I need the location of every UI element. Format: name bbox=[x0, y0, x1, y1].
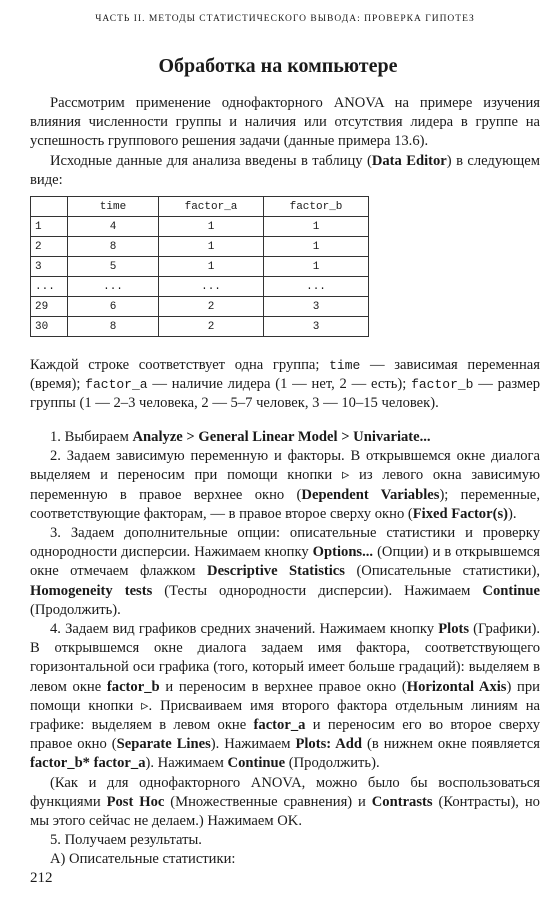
table-cell: 3 bbox=[264, 317, 369, 337]
table-cell: 8 bbox=[68, 237, 159, 257]
table-cell: 30 bbox=[31, 317, 68, 337]
page-number: 212 bbox=[30, 870, 53, 886]
table-cell: 3 bbox=[31, 257, 68, 277]
table-cell: ... bbox=[159, 277, 264, 297]
table-row bbox=[31, 317, 369, 337]
data-editor-term: Data Editor bbox=[371, 152, 447, 169]
intro-text bbox=[30, 94, 540, 190]
data-table bbox=[30, 196, 369, 337]
table-cell: 1 bbox=[264, 257, 369, 277]
table-cell: 4 bbox=[68, 217, 159, 237]
table-cell: 3 bbox=[264, 297, 369, 317]
step-2: 2. Задаем зависимую переменную и факторы. В открывшемся окне диалога выделяем и переносим при помощи кнопки ▹ из левого окна зависимую переменную в правое верхнее окно (Dependent Variables); переменные, соответствующие факторам, — в правое второе сверху окно (Fixed Factor(s)). bbox=[30, 448, 540, 522]
step-4: 4. Задаем вид графиков средних значений. Нажимаем кнопку Plots (Графики). В открывшемся окне диалога задаем имя фактора, соответствующего горизонтальной оси графика (того, который имеет больше градаций): выделяем в левом окне factor_b и переносим в верхнее правое окно (Horizontal Axis) при помощи кнопки ▹. Присваиваем имя второго фактора отдельным линиям на графике: выделяем в левом окне factor_a и переносим его во второе сверху правое окно (Separate Lines). Нажимаем Plots: Add (в нижнем окне появляется factor_b* factor_a). Нажимаем Continue (Продолжить). bbox=[30, 621, 541, 772]
step-5a: А) Описательные статистики: bbox=[50, 851, 236, 868]
note-paragraph: (Как и для однофакторного ANOVA, можно было бы воспользоваться функциями Post Hoc (Множественные сравнения) и Contrasts (Контрасты), но мы этого сейчас не делаем.) Нажимаем OK. bbox=[30, 774, 540, 830]
table-cell: 1 bbox=[31, 217, 68, 237]
step-3: 3. Задаем дополнительные опции: описательные статистики и проверку однородности дисперсии. Нажимаем кнопку Options... (Опции) и в открывшемся окне отмечаем флажком Descriptive Statistics (Описательные статистики), Homogeneity tests (Тесты однородности дисперсии). Нажимаем Continue (Продолжить). bbox=[30, 525, 540, 618]
menu-path: Analyze > General Linear Model > Univariate... bbox=[132, 429, 431, 445]
table-cell: 2 bbox=[31, 237, 68, 257]
table-row bbox=[31, 257, 369, 277]
table-row bbox=[31, 297, 369, 317]
table-cell: 8 bbox=[68, 317, 159, 337]
step-5: 5. Получаем результаты. bbox=[50, 832, 202, 849]
table-row bbox=[31, 277, 369, 297]
table-cell: 5 bbox=[68, 257, 159, 277]
table-cell: 2 bbox=[159, 297, 264, 317]
table-cell: 2 bbox=[159, 317, 264, 337]
table-header-row bbox=[31, 197, 369, 217]
variable-time: time bbox=[329, 358, 361, 373]
section-title: Обработка на компьютере bbox=[158, 55, 398, 77]
procedure-steps bbox=[30, 428, 540, 870]
table-header-cell bbox=[31, 197, 68, 217]
table-row bbox=[31, 237, 369, 257]
table-header-cell: factor_a bbox=[159, 197, 264, 217]
table-row bbox=[31, 217, 369, 237]
table-cell: 1 bbox=[159, 217, 264, 237]
table-cell: 1 bbox=[264, 217, 369, 237]
table-cell: ... bbox=[264, 277, 369, 297]
explanation-paragraph: Каждой строке соответствует одна группа; time — зависимая переменная (время); factor_a — наличие лидера (1 — нет, 2 — есть); factor_b — размер группы (1 — 2–3 человека, 2 — 5–7 человек, 3 — 10–15 человек). bbox=[30, 357, 540, 412]
variable-factor-b: factor_b bbox=[411, 377, 474, 393]
table-cell: ... bbox=[31, 277, 68, 297]
step-1: 1. Выбираем Analyze > General Linear Model > Univariate... bbox=[50, 429, 431, 445]
intro-paragraph-1: Рассмотрим применение однофакторного ANOVA на примере изучения влияния численности группы и наличия или отсутствия лидера в группе на успешность группового решения задачи (данные примера 13.6). bbox=[30, 95, 540, 150]
table-cell: 1 bbox=[264, 237, 369, 257]
variables-explanation bbox=[30, 356, 540, 414]
table-cell: 1 bbox=[159, 257, 264, 277]
running-head: ЧАСТЬ II. МЕТОДЫ СТАТИСТИЧЕСКОГО ВЫВОДА: ПРОВЕРКА ГИПОТЕЗ bbox=[95, 14, 475, 24]
table-cell: ... bbox=[68, 277, 159, 297]
variable-factor-a: factor_a bbox=[85, 377, 148, 393]
table-cell: 1 bbox=[159, 237, 264, 257]
table-cell: 29 bbox=[31, 297, 68, 317]
table-cell: 6 bbox=[68, 297, 159, 317]
table-header-cell: factor_b bbox=[264, 197, 369, 217]
table-header-cell: time bbox=[68, 197, 159, 217]
intro-paragraph-2: Исходные данные для анализа введены в таблицу (Data Editor) в следующем виде: bbox=[30, 152, 540, 188]
